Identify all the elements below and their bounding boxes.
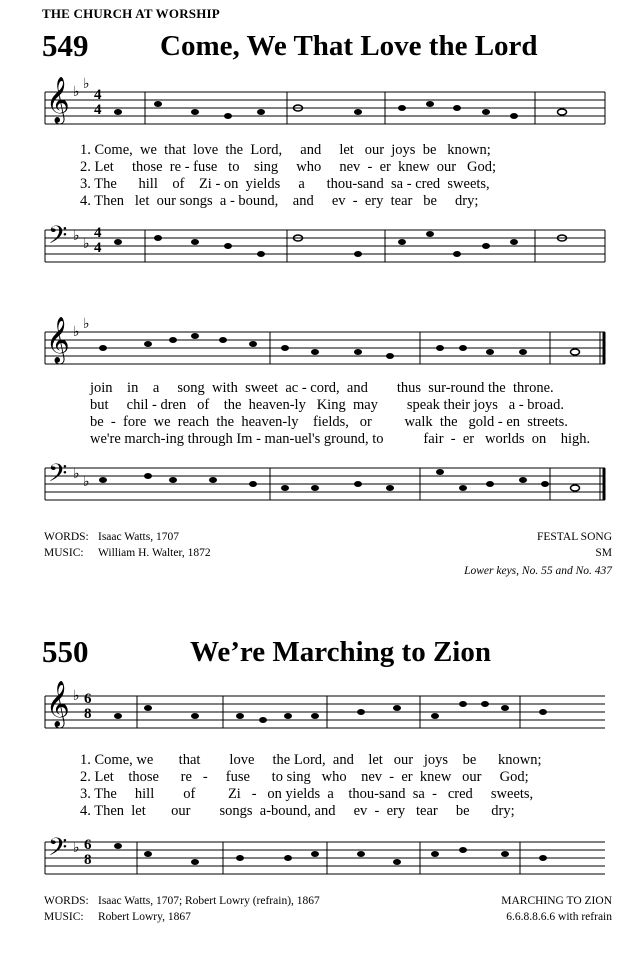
verse-549-3: 3. The hill of Zi - on yields a thou-sand sa - cred sweets, <box>80 176 490 192</box>
staff-549-s2-bass <box>45 466 605 506</box>
verse-549-4b: we're march-ing through Im - man-uel's ground, to fair - er worlds on high. <box>90 431 591 447</box>
staff-549-s1-bass <box>45 225 605 268</box>
verse-549-2: 2. Let those re - fuse to sing who nev - er knew our God; <box>80 159 496 175</box>
verse-549-1b: join in a song with sweet ac - cord, and thus sur-round the throne. <box>90 380 554 396</box>
meter-549: SM <box>595 547 612 559</box>
tune-name-549: FESTAL SONG <box>536 531 612 543</box>
key-flat-icon: ♭ <box>73 85 80 100</box>
music-label-550: MUSIC: <box>44 911 84 923</box>
key-flat-icon: ♭ <box>83 317 90 332</box>
music-credit-550: Robert Lowry, 1867 <box>98 911 191 923</box>
words-credit-550: Isaac Watts, 1707; Robert Lowry (refrain), 1867 <box>98 895 320 907</box>
hymn-number-550: 550 <box>42 634 89 669</box>
words-label-549: WORDS: <box>44 531 89 543</box>
verse-549-3b: be - fore we reach the heaven-ly fields, or walk the gold - en streets. <box>90 414 568 430</box>
verse-549-2b: but chil - dren of the heaven-ly King may speak their joys a - broad. <box>90 397 564 413</box>
time-signature-bottom: 4 <box>94 102 102 118</box>
staff-549-s2-treble <box>45 330 605 370</box>
key-flat-icon: ♭ <box>73 841 80 856</box>
time-signature-bottom: 4 <box>94 240 102 256</box>
section-header: THE CHURCH AT WORSHIP <box>42 6 220 21</box>
time-signature-bottom: 8 <box>84 852 92 868</box>
staff-550-bass <box>45 837 605 880</box>
verse-550-1: 1. Come, we that love the Lord, and let our joys be known; <box>80 752 542 768</box>
key-flat-icon: ♭ <box>83 77 90 92</box>
time-signature-top: 4 <box>94 87 102 103</box>
time-signature-bottom: 8 <box>84 706 92 722</box>
hymn-title-550: We’re Marching to Zion <box>190 636 491 668</box>
treble-clef-icon: 𝄞 <box>46 681 70 726</box>
verse-550-3: 3. The hill of Zi - on yields a thou-sand sa - cred sweets, <box>80 786 534 802</box>
time-signature-top: 6 <box>84 691 92 707</box>
key-flat-icon: ♭ <box>73 467 80 482</box>
time-signature-top: 4 <box>94 225 102 241</box>
music-label-549: MUSIC: <box>44 547 84 559</box>
verse-549-4: 4. Then let our songs a - bound, and ev - ery tear be dry; <box>80 193 479 209</box>
staff-549-s1-treble <box>45 87 605 130</box>
hymn-title-549: Come, We That Love the Lord <box>160 30 538 62</box>
bass-clef-icon: 𝄢 <box>48 222 68 255</box>
key-flat-icon: ♭ <box>73 325 80 340</box>
treble-clef-icon: 𝄞 <box>46 77 70 122</box>
verse-550-2: 2. Let those re - fuse to sing who nev - er knew our God; <box>80 769 529 785</box>
key-flat-icon: ♭ <box>83 475 90 490</box>
tune-name-550: MARCHING TO ZION <box>501 895 612 907</box>
staff-550-treble <box>45 691 605 734</box>
time-signature-top: 6 <box>84 837 92 853</box>
bass-clef-icon: 𝄢 <box>48 460 68 493</box>
meter-550: 6.6.8.8.6.6 with refrain <box>506 911 612 923</box>
words-label-550: WORDS: <box>44 895 89 907</box>
treble-clef-icon: 𝄞 <box>46 317 70 362</box>
bass-clef-icon: 𝄢 <box>48 834 68 867</box>
verse-549-1: 1. Come, we that love the Lord, and let our joys be known; <box>80 142 491 158</box>
key-flat-icon: ♭ <box>73 229 80 244</box>
hymn-number-549: 549 <box>42 28 89 63</box>
words-credit-549: Isaac Watts, 1707 <box>98 531 179 543</box>
key-flat-icon: ♭ <box>73 689 80 704</box>
key-flat-icon: ♭ <box>83 237 90 252</box>
music-credit-549: William H. Walter, 1872 <box>98 547 211 559</box>
verse-550-4: 4. Then let our songs a-bound, and ev - ery tear be dry; <box>80 803 515 819</box>
lower-keys-note: Lower keys, No. 55 and No. 437 <box>464 565 612 577</box>
